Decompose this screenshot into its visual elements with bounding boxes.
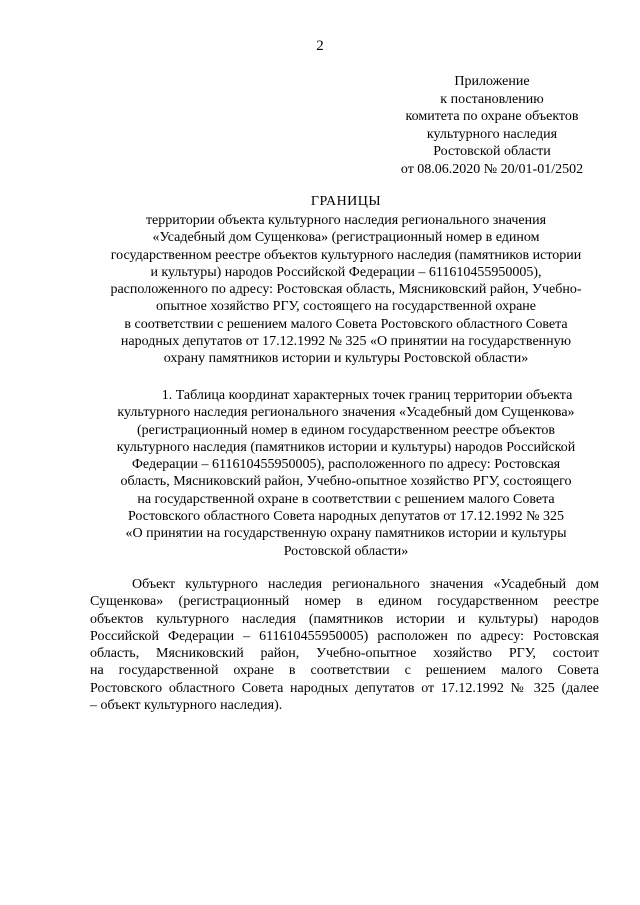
section-heading-line: «О принятии на государственную охрану памятников истории и культуры [125, 526, 567, 542]
paragraph-line: Российской Федерации – 611610455950005) расположен по адресу: Ростовская [90, 628, 599, 644]
section-heading-line: область, Мясниковский район, Учебно-опытное хозяйство РГУ, состоящего [120, 474, 572, 490]
title-description-line: охрану памятников истории и культуры Ростовской области» [163, 351, 529, 367]
paragraph-line: Сущенкова» (регистрационный номер в едином государственном реестре [90, 594, 599, 610]
title-description-line: «Усадебный дом Сущенкова» (регистрационный номер в едином [152, 230, 540, 246]
title-description-line: и культуры) народов Российской Федерации – 611610455950005), [150, 264, 542, 280]
appendix-line: к постановлению [440, 91, 544, 107]
appendix-block [388, 73, 596, 178]
appendix-line: от 08.06.2020 № 20/01-01/2502 [400, 161, 584, 177]
appendix-line: Приложение [454, 74, 530, 89]
title-description-line: территории объекта культурного наследия регионального значения [145, 213, 547, 228]
page-number: 2 [316, 38, 324, 54]
paragraph-line: область, Мясниковский район, Учебно-опытное хозяйство РГУ, состоит [90, 646, 599, 662]
paragraph-line: на государственной охране в соответствии с решением малого Совета [90, 663, 599, 679]
title-description-line: государственном реестре объектов культурного наследия (памятников истории [110, 247, 582, 263]
title-description-line: опытное хозяйство РГУ, состоящего на государственной охране [155, 299, 536, 315]
paragraph-line: – объект культурного наследия). [90, 698, 283, 714]
section-heading-line: Ростовской области» [283, 543, 409, 559]
appendix-line: культурного наследия [426, 126, 558, 142]
section-heading-line: культурного наследия (памятников истории и культуры) народов Российской [116, 439, 576, 455]
paragraph-line: объектов культурного наследия (памятников истории и культуры) народов [90, 611, 599, 627]
document-title: ГРАНИЦЫ [310, 194, 382, 209]
body-paragraph [90, 576, 599, 714]
section-heading-line: (регистрационный номер в едином государственном реестре объектов [136, 422, 556, 438]
section-1-heading [90, 387, 602, 560]
section-heading-line: на государственной охране в соответствии с решением малого Совета [137, 491, 555, 507]
paragraph-line: Объект культурного наследия регионального значения «Усадебный дом [132, 577, 599, 592]
title-description [90, 212, 602, 368]
section-heading-line: Федерации – 611610455950005), расположенного по адресу: Ростовская [131, 457, 561, 473]
appendix-line: Ростовской области [433, 144, 551, 159]
section-heading-line: 1. Таблица координат характерных точек границ территории объекта [161, 388, 573, 403]
title-description-line: расположенного по адресу: Ростовская область, Мясниковский район, Учебно- [110, 282, 582, 298]
appendix-line: комитета по охране объектов [405, 109, 579, 124]
title-description-line: народных депутатов от 17.12.1992 № 325 «О принятии на государственную [120, 334, 572, 350]
section-heading-line: Ростовского областного Совета народных депутатов от 17.12.1992 № 325 [127, 509, 565, 525]
section-heading-line: культурного наследия регионального значения «Усадебный дом Сущенкова» [117, 405, 575, 421]
title-description-line: в соответствии с решением малого Совета Ростовского областного Совета [124, 316, 568, 332]
paragraph-line: Ростовского областного Совета народных депутатов от 17.12.1992 № 325 (далее [90, 680, 599, 696]
